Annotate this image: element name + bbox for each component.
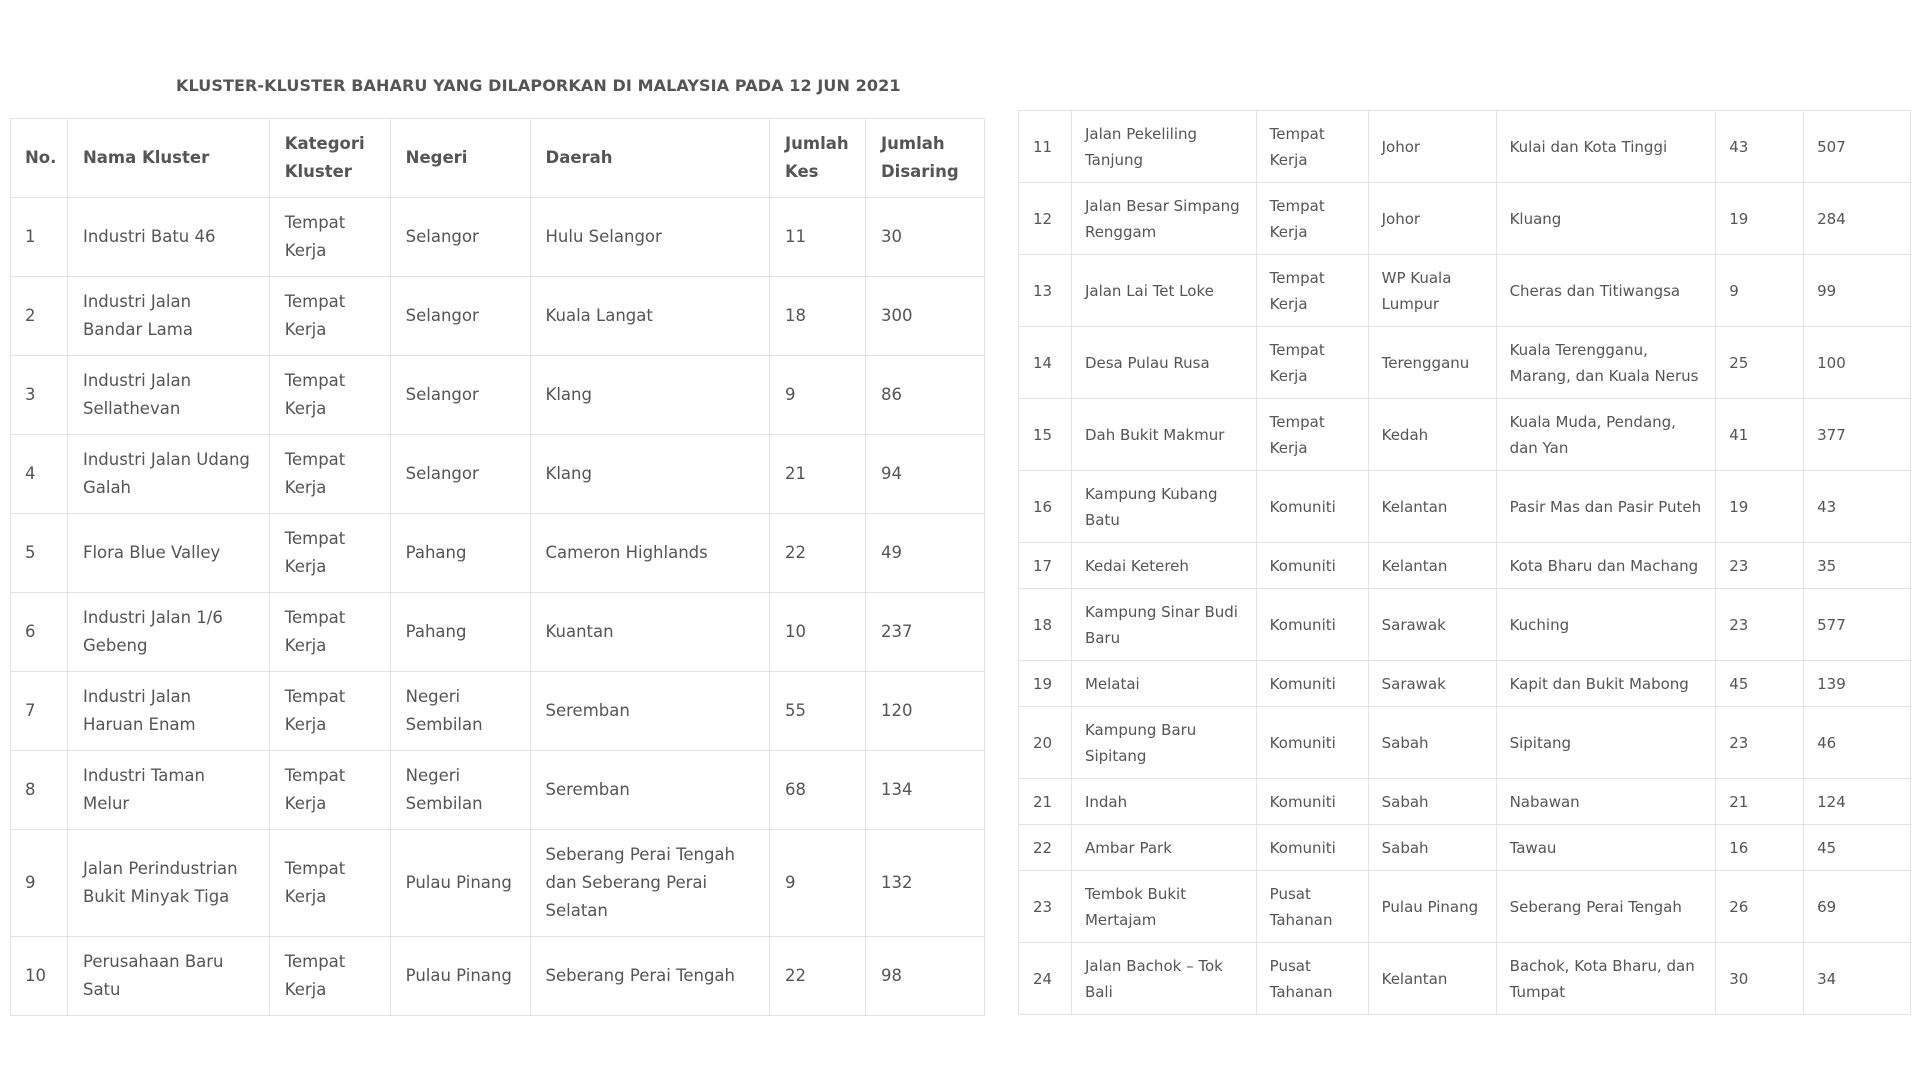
cell-no: 14 (1019, 327, 1072, 399)
cell-daerah: Kuantan (530, 593, 769, 672)
cluster-table-left (10, 118, 985, 1016)
cell-nama-kluster: Industri Jalan Sellathevan (67, 356, 269, 435)
cell-jumlah-kes: 22 (770, 937, 866, 1016)
cell-jumlah-disaring: 507 (1804, 111, 1911, 183)
cell-negeri: Negeri Sembilan (390, 751, 530, 830)
cell-kategori: Komuniti (1256, 543, 1368, 589)
cell-kategori: Tempat Kerja (269, 672, 390, 751)
cell-nama-kluster: Kedai Ketereh (1071, 543, 1256, 589)
table-row (11, 435, 985, 514)
cell-nama-kluster: Industri Taman Melur (67, 751, 269, 830)
table-row (1019, 661, 1911, 707)
cell-no: 12 (1019, 183, 1072, 255)
cell-kategori: Tempat Kerja (1256, 399, 1368, 471)
cell-nama-kluster: Ambar Park (1071, 825, 1256, 871)
header-jumlah-kes: Jumlah Kes (770, 119, 866, 198)
cell-nama-kluster: Industri Jalan 1/6 Gebeng (67, 593, 269, 672)
cell-negeri: Pulau Pinang (390, 830, 530, 937)
cell-daerah: Kuala Langat (530, 277, 769, 356)
cell-nama-kluster: Kampung Baru Sipitang (1071, 707, 1256, 779)
cell-negeri: Selangor (390, 277, 530, 356)
cell-no: 2 (11, 277, 68, 356)
cell-no: 11 (1019, 111, 1072, 183)
cell-no: 4 (11, 435, 68, 514)
cell-no: 18 (1019, 589, 1072, 661)
cell-jumlah-kes: 19 (1716, 471, 1804, 543)
cell-nama-kluster: Melatai (1071, 661, 1256, 707)
cell-kategori: Pusat Tahanan (1256, 871, 1368, 943)
cell-jumlah-kes: 45 (1716, 661, 1804, 707)
cell-kategori: Tempat Kerja (269, 435, 390, 514)
cell-negeri: Selangor (390, 198, 530, 277)
cell-nama-kluster: Industri Jalan Udang Galah (67, 435, 269, 514)
cell-negeri: Sabah (1368, 825, 1496, 871)
cell-kategori: Pusat Tahanan (1256, 943, 1368, 1015)
cell-daerah: Seberang Perai Tengah (1496, 871, 1716, 943)
cell-no: 15 (1019, 399, 1072, 471)
cell-kategori: Komuniti (1256, 471, 1368, 543)
header-nama-kluster: Nama Kluster (67, 119, 269, 198)
cell-no: 7 (11, 672, 68, 751)
cell-negeri: Sarawak (1368, 589, 1496, 661)
table-row (1019, 589, 1911, 661)
cell-jumlah-disaring: 45 (1804, 825, 1911, 871)
cell-no: 20 (1019, 707, 1072, 779)
cell-jumlah-kes: 68 (770, 751, 866, 830)
header-daerah: Daerah (530, 119, 769, 198)
cell-no: 23 (1019, 871, 1072, 943)
table-row (1019, 779, 1911, 825)
cell-daerah: Hulu Selangor (530, 198, 769, 277)
cell-daerah: Bachok, Kota Bharu, dan Tumpat (1496, 943, 1716, 1015)
table-row (11, 198, 985, 277)
cell-kategori: Komuniti (1256, 661, 1368, 707)
cell-daerah: Cameron Highlands (530, 514, 769, 593)
cell-daerah: Kuching (1496, 589, 1716, 661)
cell-jumlah-kes: 11 (770, 198, 866, 277)
cell-daerah: Kuala Muda, Pendang, dan Yan (1496, 399, 1716, 471)
cell-no: 19 (1019, 661, 1072, 707)
cell-nama-kluster: Industri Batu 46 (67, 198, 269, 277)
cell-daerah: Seremban (530, 751, 769, 830)
table-row (11, 593, 985, 672)
cell-jumlah-disaring: 124 (1804, 779, 1911, 825)
cell-jumlah-kes: 9 (1716, 255, 1804, 327)
cell-jumlah-disaring: 120 (865, 672, 984, 751)
table-header-row (11, 119, 985, 198)
cell-daerah: Kluang (1496, 183, 1716, 255)
cell-jumlah-disaring: 284 (1804, 183, 1911, 255)
cell-jumlah-disaring: 34 (1804, 943, 1911, 1015)
cell-nama-kluster: Jalan Besar Simpang Renggam (1071, 183, 1256, 255)
cell-daerah: Pasir Mas dan Pasir Puteh (1496, 471, 1716, 543)
cluster-table-right (1018, 110, 1911, 1015)
cell-kategori: Tempat Kerja (269, 356, 390, 435)
cell-kategori: Tempat Kerja (1256, 111, 1368, 183)
header-no: No. (11, 119, 68, 198)
cell-jumlah-kes: 55 (770, 672, 866, 751)
table-row (1019, 707, 1911, 779)
cell-kategori: Tempat Kerja (269, 198, 390, 277)
cell-jumlah-kes: 21 (770, 435, 866, 514)
cell-no: 10 (11, 937, 68, 1016)
cell-kategori: Tempat Kerja (269, 514, 390, 593)
cell-negeri: Negeri Sembilan (390, 672, 530, 751)
cell-no: 13 (1019, 255, 1072, 327)
cell-kategori: Tempat Kerja (269, 593, 390, 672)
cell-kategori: Komuniti (1256, 779, 1368, 825)
cell-negeri: Johor (1368, 183, 1496, 255)
cell-nama-kluster: Industri Jalan Bandar Lama (67, 277, 269, 356)
cell-nama-kluster: Jalan Perindustrian Bukit Minyak Tiga (67, 830, 269, 937)
cell-no: 9 (11, 830, 68, 937)
cell-nama-kluster: Kampung Sinar Budi Baru (1071, 589, 1256, 661)
table-row (1019, 399, 1911, 471)
cell-kategori: Tempat Kerja (1256, 327, 1368, 399)
cell-nama-kluster: Tembok Bukit Mertajam (1071, 871, 1256, 943)
cell-jumlah-disaring: 46 (1804, 707, 1911, 779)
cell-daerah: Cheras dan Titiwangsa (1496, 255, 1716, 327)
cell-jumlah-disaring: 98 (865, 937, 984, 1016)
table-row (11, 514, 985, 593)
cell-jumlah-disaring: 30 (865, 198, 984, 277)
cell-daerah: Kuala Terengganu, Marang, dan Kuala Nerus (1496, 327, 1716, 399)
table-row (11, 751, 985, 830)
cell-jumlah-kes: 18 (770, 277, 866, 356)
cell-negeri: Selangor (390, 356, 530, 435)
table-row (11, 830, 985, 937)
cell-daerah: Nabawan (1496, 779, 1716, 825)
cell-no: 5 (11, 514, 68, 593)
table-row (1019, 111, 1911, 183)
cell-daerah: Klang (530, 356, 769, 435)
cell-negeri: Kelantan (1368, 471, 1496, 543)
cell-jumlah-disaring: 49 (865, 514, 984, 593)
cell-jumlah-disaring: 99 (1804, 255, 1911, 327)
cell-jumlah-disaring: 43 (1804, 471, 1911, 543)
cell-kategori: Tempat Kerja (269, 751, 390, 830)
cell-nama-kluster: Jalan Lai Tet Loke (1071, 255, 1256, 327)
cell-negeri: Sabah (1368, 779, 1496, 825)
cell-jumlah-disaring: 35 (1804, 543, 1911, 589)
cell-jumlah-kes: 23 (1716, 589, 1804, 661)
cell-kategori: Tempat Kerja (269, 830, 390, 937)
cell-jumlah-disaring: 237 (865, 593, 984, 672)
cell-negeri: Pahang (390, 593, 530, 672)
cell-kategori: Tempat Kerja (269, 937, 390, 1016)
cell-jumlah-disaring: 100 (1804, 327, 1911, 399)
cell-jumlah-disaring: 577 (1804, 589, 1911, 661)
page-title: KLUSTER-KLUSTER BAHARU YANG DILAPORKAN DI MALAYSIA PADA 12 JUN 2021 (176, 76, 901, 95)
cell-kategori: Tempat Kerja (269, 277, 390, 356)
cell-jumlah-disaring: 86 (865, 356, 984, 435)
cell-negeri: WP Kuala Lumpur (1368, 255, 1496, 327)
cell-negeri: Pulau Pinang (390, 937, 530, 1016)
cell-negeri: Terengganu (1368, 327, 1496, 399)
cell-jumlah-kes: 21 (1716, 779, 1804, 825)
cell-jumlah-disaring: 94 (865, 435, 984, 514)
table-row (1019, 471, 1911, 543)
cell-negeri: Kelantan (1368, 543, 1496, 589)
cell-nama-kluster: Jalan Pekeliling Tanjung (1071, 111, 1256, 183)
cell-jumlah-kes: 9 (770, 830, 866, 937)
cell-no: 22 (1019, 825, 1072, 871)
table-row (11, 937, 985, 1016)
cell-negeri: Selangor (390, 435, 530, 514)
cell-daerah: Sipitang (1496, 707, 1716, 779)
cell-negeri: Pulau Pinang (1368, 871, 1496, 943)
cell-daerah: Tawau (1496, 825, 1716, 871)
cell-nama-kluster: Desa Pulau Rusa (1071, 327, 1256, 399)
cell-kategori: Komuniti (1256, 825, 1368, 871)
cell-kategori: Komuniti (1256, 707, 1368, 779)
cell-jumlah-kes: 23 (1716, 707, 1804, 779)
cell-negeri: Sarawak (1368, 661, 1496, 707)
cell-jumlah-kes: 10 (770, 593, 866, 672)
cell-daerah: Kota Bharu dan Machang (1496, 543, 1716, 589)
table-row (1019, 871, 1911, 943)
cell-nama-kluster: Kampung Kubang Batu (1071, 471, 1256, 543)
cell-jumlah-kes: 26 (1716, 871, 1804, 943)
table-row (1019, 183, 1911, 255)
cell-no: 3 (11, 356, 68, 435)
cell-jumlah-kes: 9 (770, 356, 866, 435)
cell-no: 17 (1019, 543, 1072, 589)
cell-jumlah-disaring: 300 (865, 277, 984, 356)
cell-jumlah-kes: 23 (1716, 543, 1804, 589)
cell-jumlah-kes: 25 (1716, 327, 1804, 399)
cell-kategori: Tempat Kerja (1256, 183, 1368, 255)
cell-daerah: Seremban (530, 672, 769, 751)
cell-negeri: Johor (1368, 111, 1496, 183)
cell-kategori: Tempat Kerja (1256, 255, 1368, 327)
cell-nama-kluster: Perusahaan Baru Satu (67, 937, 269, 1016)
cell-negeri: Pahang (390, 514, 530, 593)
cell-jumlah-kes: 22 (770, 514, 866, 593)
cell-daerah: Seberang Perai Tengah dan Seberang Perai Selatan (530, 830, 769, 937)
cell-jumlah-kes: 19 (1716, 183, 1804, 255)
header-kategori-kluster: Kategori Kluster (269, 119, 390, 198)
cell-nama-kluster: Indah (1071, 779, 1256, 825)
cell-jumlah-disaring: 377 (1804, 399, 1911, 471)
cell-no: 16 (1019, 471, 1072, 543)
cell-no: 21 (1019, 779, 1072, 825)
table-row (1019, 943, 1911, 1015)
cell-no: 1 (11, 198, 68, 277)
cell-no: 24 (1019, 943, 1072, 1015)
cell-jumlah-kes: 43 (1716, 111, 1804, 183)
table-row (11, 356, 985, 435)
cell-no: 8 (11, 751, 68, 830)
cell-no: 6 (11, 593, 68, 672)
table-row (1019, 543, 1911, 589)
cell-nama-kluster: Dah Bukit Makmur (1071, 399, 1256, 471)
cell-jumlah-disaring: 139 (1804, 661, 1911, 707)
cell-daerah: Seberang Perai Tengah (530, 937, 769, 1016)
cell-nama-kluster: Jalan Bachok – Tok Bali (1071, 943, 1256, 1015)
cell-nama-kluster: Industri Jalan Haruan Enam (67, 672, 269, 751)
cell-daerah: Kulai dan Kota Tinggi (1496, 111, 1716, 183)
cell-negeri: Kelantan (1368, 943, 1496, 1015)
table-row (1019, 327, 1911, 399)
header-jumlah-disaring: Jumlah Disaring (865, 119, 984, 198)
cell-negeri: Kedah (1368, 399, 1496, 471)
cell-daerah: Klang (530, 435, 769, 514)
cell-nama-kluster: Flora Blue Valley (67, 514, 269, 593)
cell-jumlah-kes: 16 (1716, 825, 1804, 871)
table-row (1019, 825, 1911, 871)
header-negeri: Negeri (390, 119, 530, 198)
cell-kategori: Komuniti (1256, 589, 1368, 661)
table-row (1019, 255, 1911, 327)
table-row (11, 672, 985, 751)
cell-daerah: Kapit dan Bukit Mabong (1496, 661, 1716, 707)
cell-jumlah-disaring: 134 (865, 751, 984, 830)
cell-negeri: Sabah (1368, 707, 1496, 779)
cell-jumlah-kes: 41 (1716, 399, 1804, 471)
cell-jumlah-disaring: 69 (1804, 871, 1911, 943)
cell-jumlah-disaring: 132 (865, 830, 984, 937)
cell-jumlah-kes: 30 (1716, 943, 1804, 1015)
table-row (11, 277, 985, 356)
